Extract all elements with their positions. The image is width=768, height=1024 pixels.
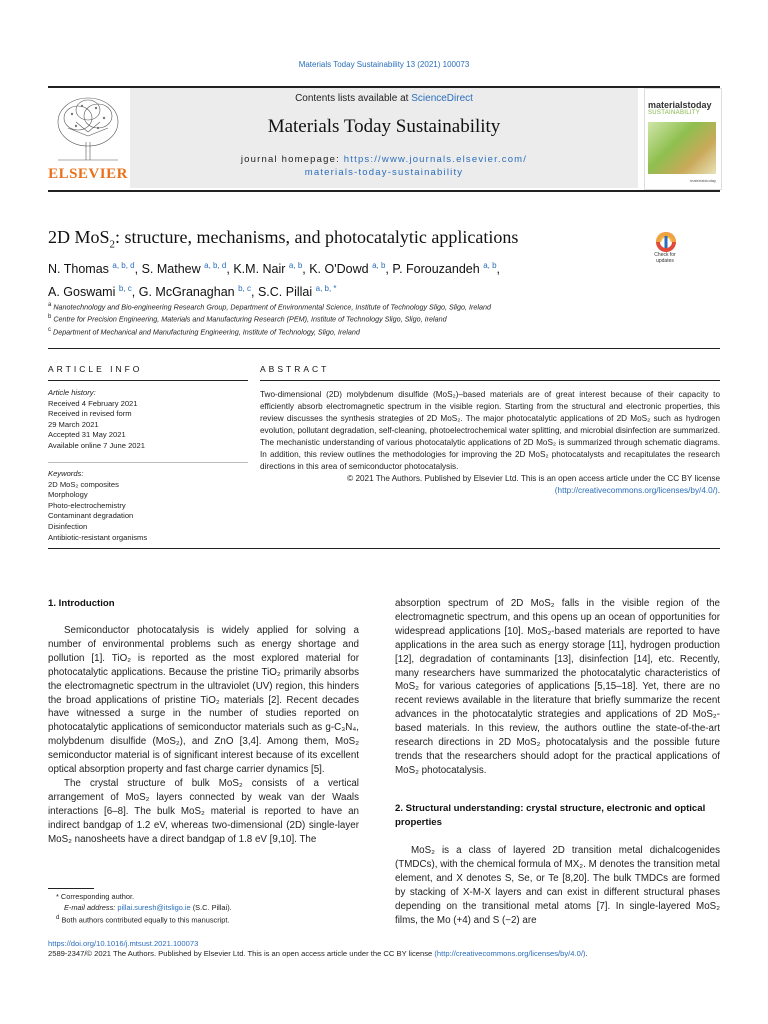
doi-link[interactable]: https://doi.org/10.1016/j.mtsust.2021.100073 — [48, 939, 199, 948]
author[interactable]: G. McGranaghan $^{b, c}$ — [138, 284, 252, 300]
affiliation: $^c$ Department of Mechanical and Manufacturing Engineering, Institute of Technology, Sligo, Ireland — [48, 326, 360, 337]
title-part-1: 2D MoS — [48, 227, 110, 247]
homepage-url-line-2[interactable]: materials-today-sustainability — [304, 167, 464, 178]
contents-line — [130, 93, 638, 104]
license-link[interactable]: (http://creativecommons.org/licenses/by/4.0/) — [434, 949, 586, 958]
equal-contribution-note: Both authors contributed equally to this manuscript. — [61, 915, 230, 925]
homepage-url-line-1[interactable]: https://www.journals.elsevier.com/ — [343, 154, 528, 165]
section-divider — [48, 348, 720, 349]
author[interactable]: P. Forouzandeh $^{a, b}$ — [392, 261, 497, 277]
footnote-rule — [48, 888, 94, 889]
abstract-license-link[interactable]: (http://creativecommons.org/licenses/by/4.0/) — [554, 486, 718, 495]
history-label: Article history: — [48, 388, 96, 397]
elsevier-wordmark: ELSEVIER — [48, 166, 128, 182]
journal-homepage — [130, 153, 638, 179]
keyword: Photo-electrochemistry — [48, 500, 126, 510]
header-bottom-rule — [48, 190, 720, 192]
body-column-1 — [48, 624, 359, 847]
journal-reference[interactable]: Materials Today Sustainability 13 (2021) 100073 — [298, 60, 470, 69]
keyword: Disinfection — [48, 521, 88, 531]
paper-title — [48, 227, 518, 251]
section-2-title: 2. Structural understanding: crystal structure, electronic and optical properties — [395, 803, 706, 828]
crossmark-text-2: updates — [656, 258, 674, 264]
abstract-body: Two-dimensional (2D) molybdenum disulfide (MoS₂)–based materials are of great interest because of their capacity to efficiently absorb electromagnetic spectrum in the visible region. Starting from the structural and electronic properties, this review discusses the synthesis strategies of 2D MoS₂. The major photocatalytic applications of 2D MoS₂ such as hydrogen evolution, pollutant degradation, self-cleaning, photoelectrochemical water splitting, and microbial disinfection are summarized. The mechanistic understanding of various photocatalytic applications of 2D MoS₂ is summarized through schematic diagrams. In addition, this review outlines the methodologies for improving the 2D MoS₂ photocatalysts and recapitulates the research directions in this area of semiconductor photocatalysis. © 2021 The Authors. Published by Elsevier Ltd. This is an open access article under the CC BY license (http://creativecommons.org/licenses/by/4.0/). — [260, 390, 720, 495]
keyword: Contaminant degradation — [48, 511, 134, 521]
keywords-label: Keywords: — [48, 469, 84, 478]
title-part-2: : structure, mechanisms, and photocatalytic applications — [115, 227, 519, 247]
history-item: Received in revised form — [48, 409, 132, 419]
author[interactable]: N. Thomas $^{a, b, d}$ — [48, 261, 135, 277]
history-item: Available online 7 June 2021 — [48, 440, 145, 450]
footnotes: * Corresponding author. E-mail address: pillai.suresh@itsligo.ie (S.C. Pillai). $^d$ Both authors contributed equally to this manuscript. — [48, 892, 368, 926]
author[interactable]: S.C. Pillai $^{a, b, *}$ — [257, 284, 337, 300]
author[interactable]: A. Goswami $^{b, c}$ — [48, 284, 132, 300]
sciencedirect-link[interactable]: ScienceDirect — [411, 93, 473, 104]
abstract-heading: ABSTRACT — [260, 364, 330, 374]
article-info-rule — [48, 380, 248, 381]
cover-footer: materialstoday — [690, 178, 717, 183]
crossmark-text-1: Check for — [654, 252, 676, 258]
abstract-text: Two-dimensional (2D) molybdenum disulfide (MoS₂)–based materials are of great interest because of their capacity to efficiently absorb electromagnetic spectrum in the visible region. Starting from the structural and electronic properties, this review discusses the synthesis strategies of 2D MoS₂. The major photocatalytic applications of 2D MoS₂ such as hydrogen evolution, pollutant degradation, self-cleaning, photoelectrochemical water splitting, and microbial disinfection are summarized. The mechanistic understanding of various photocatalytic applications of 2D MoS₂ is summarized through schematic diagrams. In addition, this review outlines the methodologies for improving the 2D MoS₂ photocatalysts and recapitulates the research directions in this area of semiconductor photocatalysis. — [260, 390, 720, 471]
body-column-2 — [395, 597, 720, 778]
title-subscript: 2 — [109, 238, 116, 251]
history-item: Received 4 February 2021 — [48, 398, 138, 408]
history-item: Accepted 31 May 2021 — [48, 430, 126, 440]
affiliation: $^a$ Nanotechnology and Bio-engineering Research Group, Department of Environmental Science, Institute of Technology Sligo, Sligo, Ireland — [48, 302, 491, 312]
abstract-copyright: © 2021 The Authors. Published by Elsevier Ltd. This is an open access article under the CC BY license — [347, 474, 720, 483]
section-1-title: 1. Introduction — [48, 598, 115, 609]
affiliation: $^b$ Centre for Precision Engineering, Materials and Manufacturing Research (PEM), Institute of Technology Sligo, Sligo, Ireland — [48, 314, 447, 324]
journal-title: Materials Today Sustainability — [267, 116, 501, 137]
article-info-heading: ARTICLE INFO — [48, 364, 143, 374]
paragraph: Semiconductor photocatalysis is widely applied for solving a number of environmental problems such as energy shortage and pollution [1]. TiO₂ is reported as the most explored material for photocatalytic applications. Because the pristine TiO₂ primarily absorbs the electromagnetic spectrum in the ultraviolet (UV) region, this hinders the broad applications of pristine TiO₂ materials [2]. Recent decades have witnessed a surge in the number of studies reported on photocatalytic applications of semiconductor materials such as g-C₃N₄, molybdenum disulfide (MoS₂), and ZnO [3,4]. Among them, MoS₂ semiconductor material is of significant interest because of its excellent optical absorption property and fast charge carrier dynamics [5]. — [48, 625, 359, 776]
paragraph: MoS₂ is a class of layered 2D transition metal dichalcogenides (TMDCs), with the chemical formula of MX₂. M denotes the transition metal element, and X denotes S, Se, or Te [8,20]. The bulk TMDCs are formed by stacking of X-M-X layers and can exist in different structural phases depending on the transitional metal atoms [7]. In single-layered MoS₂ films, the Mo (+4) and S (−2) are — [395, 845, 720, 926]
crossmark-label — [644, 252, 686, 264]
keyword: 2D MoS₂ composites — [48, 479, 119, 489]
keywords-rule — [48, 462, 248, 463]
history-item: 29 March 2021 — [48, 419, 99, 429]
abstract-bottom-rule — [48, 548, 720, 549]
body-column-2-sec2 — [395, 844, 720, 927]
paragraph: absorption spectrum of 2D MoS₂ falls in the visible region of the electromagnetic spectrum, and this opens up an ocean of opportunities for widespread applications [10]. MoS₂-based materials are reported to have applications in the area such as energy storage [11], hydrogen production [12], degradation of contaminants [13], disinfection [14], etc. Recently, many researchers have summarized the photocatalytic characteristics of MoS₂ for various categories of applications [5,15–18]. Yet, there are no recent reviews available in the literature that briefly summarize the recent advances in the photocatalytic strategies and applications of 2D MoS₂-based materials. In this review, the authors outline the state-of-the-art research directions in 2D MoS₂ photocatalysis and the possible future trends that the researchers should adopt for the practical applications of MoS₂ photocatalysis. — [395, 598, 720, 776]
corresponding-author-note: * Corresponding author. — [56, 892, 135, 901]
affiliations — [48, 300, 648, 337]
contents-prefix: Contents lists available at — [295, 93, 412, 104]
cover-subtitle: SUSTAINABILITY — [648, 110, 701, 116]
author[interactable]: K.M. Nair $^{a, b}$ — [233, 261, 303, 277]
cover-title: materialstoday — [648, 100, 712, 110]
keywords — [48, 469, 248, 543]
license-line: 2589-2347/© 2021 The Authors. Published by Elsevier Ltd. This is an open access article under the CC BY license (http://creativecommons.org/licenses/by/4.0/). — [48, 949, 588, 958]
author-list: N. Thomas $^{a, b, d}$, S. Mathew $^{a, b, d}$, K.M. Nair $^{a, b}$, K. O'Dowd $^{a, b}$, P. Forouzandeh $^{a, b}$, A. Goswami $^{b, c}$, G. McGranaghan $^{b, c}$, S.C. Pillai $^{a, b, *}$ — [48, 261, 501, 300]
article-history — [48, 388, 248, 452]
author[interactable]: K. O'Dowd $^{a, b}$ — [309, 261, 386, 277]
email-link[interactable]: pillai.suresh@itsligo.ie — [117, 902, 191, 912]
keyword: Morphology — [48, 490, 88, 500]
cover-image — [648, 122, 716, 174]
homepage-label: journal homepage: — [240, 154, 344, 165]
abstract-rule — [260, 380, 720, 381]
keyword: Antibiotic-resistant organisms — [48, 532, 148, 542]
author[interactable]: S. Mathew $^{a, b, d}$ — [141, 261, 227, 277]
paragraph: The crystal structure of bulk MoS₂ consists of a vertical arrangement of MoS₂ layers connected by weak van der Waals interactions [6–8]. The bulk MoS₂ material is reported to have an indirect bandgap of 1.2 eV, whereas two-dimensional (2D) single-layer MoS₂ nanosheets have a direct bandgap of 1.8 eV [9,10]. The — [48, 777, 359, 845]
